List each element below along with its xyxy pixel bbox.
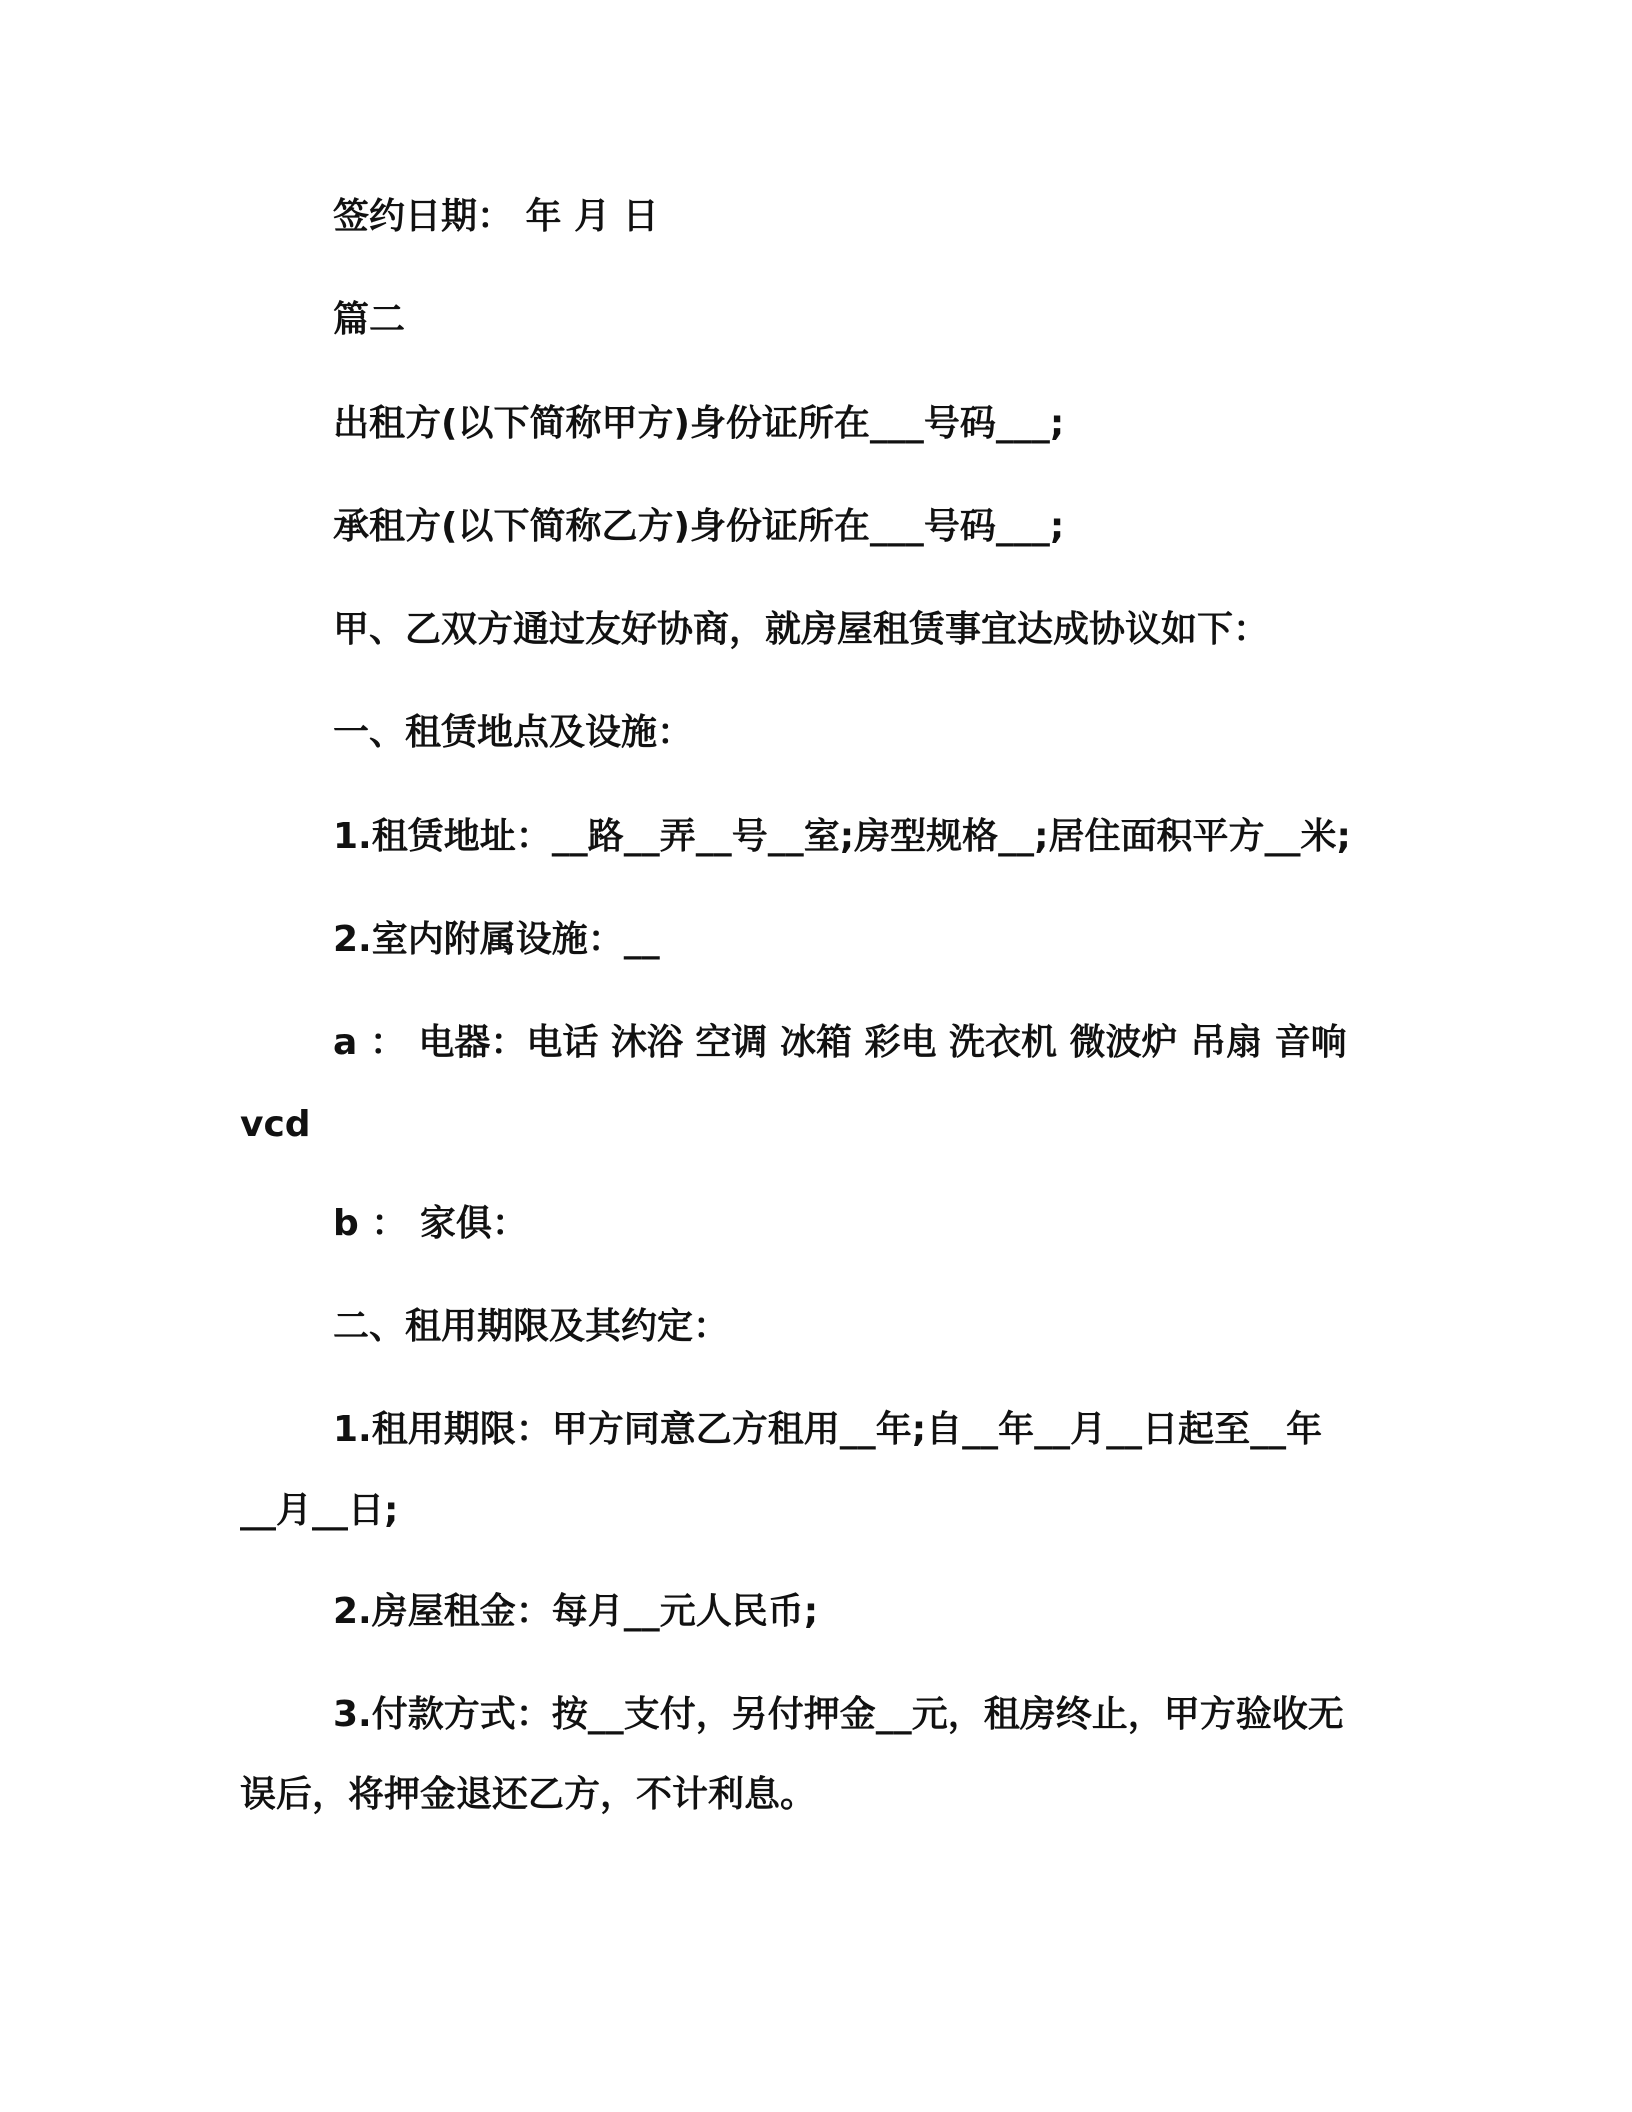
clause-2-item-1-line-1: 1.租用期限：甲方同意乙方租用__年;自__年__月__日起至__年 <box>333 1409 1323 1450</box>
clause-2-item-1-line-2: __月__日; <box>240 1490 399 1531</box>
clause-1-item-2a-line-2: vcd <box>240 1104 311 1145</box>
clause-2-item-2: 2.房屋租金：每月__元人民币; <box>333 1591 819 1632</box>
clause-1-item-1: 1.租赁地址：__路__弄__号__室;房型规格__;居住面积平方__米; <box>333 816 1351 857</box>
clause-1-item-2a-line-1: a ： 电器：电话 沐浴 空调 冰箱 彩电 洗衣机 微波炉 吊扇 音响 <box>333 1022 1347 1063</box>
lessee-line: 承租方(以下简称乙方)身份证所在___号码___; <box>333 506 1065 547</box>
intro-paragraph: 甲、乙双方通过友好协商，就房屋租赁事宜达成协议如下： <box>333 609 1270 650</box>
clause-1-item-2b: b ： 家俱： <box>333 1203 528 1244</box>
clause-1-heading: 一、租赁地点及设施： <box>333 712 694 753</box>
lessor-line: 出租方(以下简称甲方)身份证所在___号码___; <box>333 403 1065 444</box>
clause-2-heading: 二、租用期限及其约定： <box>333 1306 730 1347</box>
clause-1-item-2: 2.室内附属设施：__ <box>333 919 660 960</box>
clause-2-item-3-line-1: 3.付款方式：按__支付，另付押金__元，租房终止，甲方验收无 <box>333 1694 1344 1735</box>
clause-2-item-3-line-2: 误后，将押金退还乙方，不计利息。 <box>240 1774 817 1815</box>
sign-date-line: 签约日期： 年 月 日 <box>333 196 659 237</box>
section-title: 篇二 <box>333 299 406 340</box>
